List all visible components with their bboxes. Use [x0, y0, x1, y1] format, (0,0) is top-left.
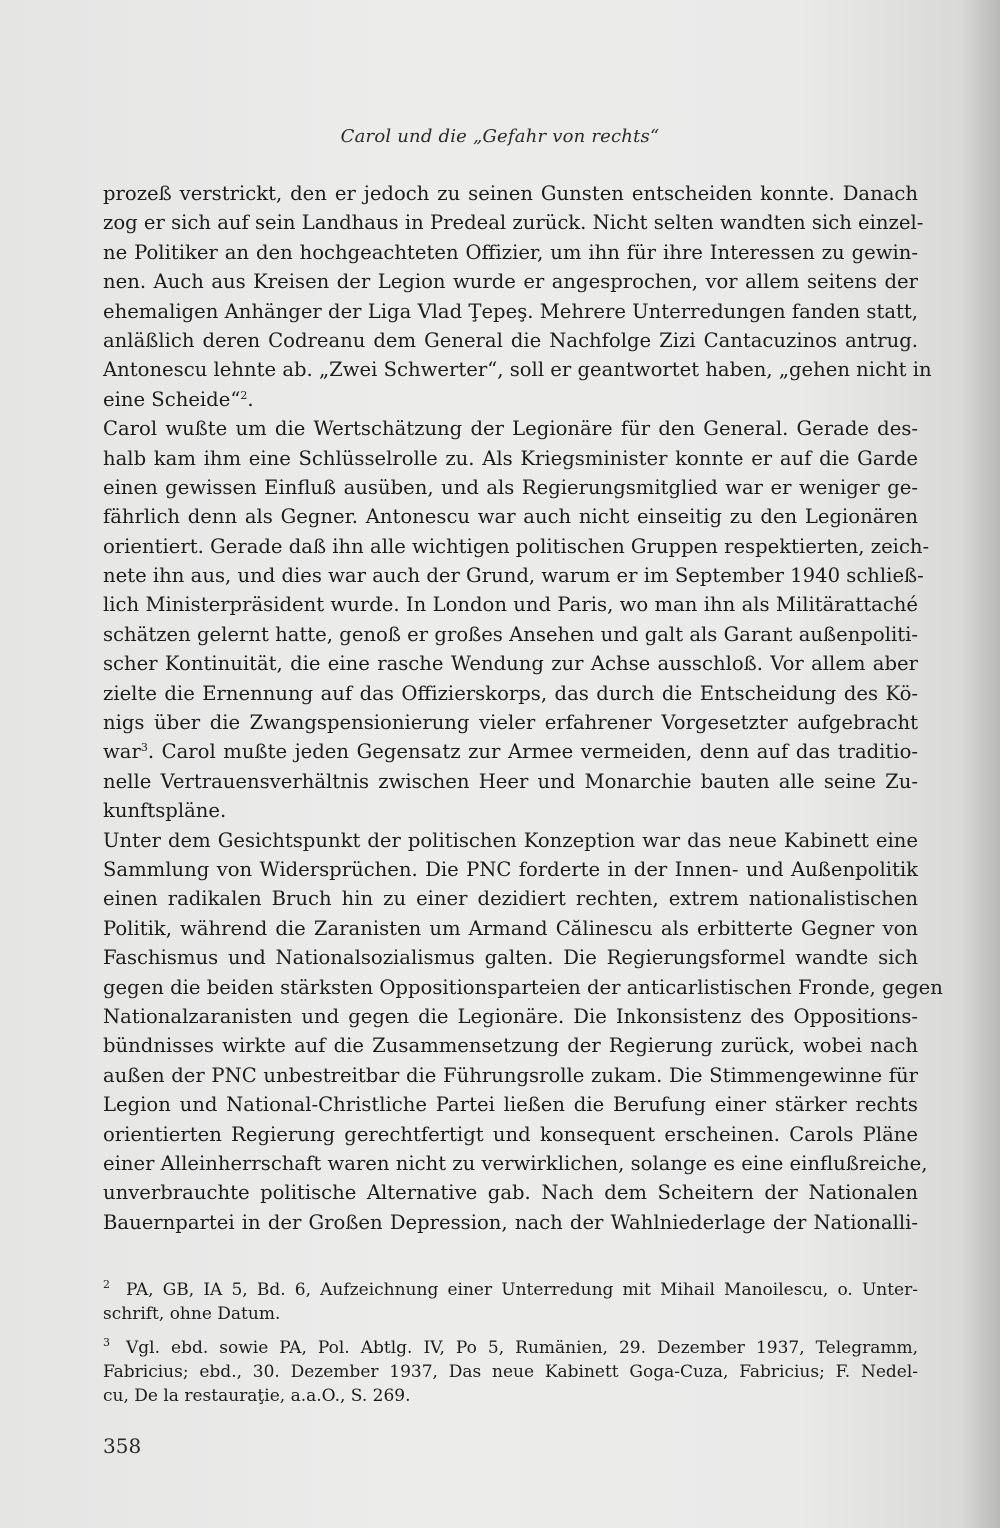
text-line: nelle Vertrauensverhältnis zwischen Heer und Monarchie bauten alle seine Zu-: [103, 769, 918, 793]
running-head: Carol und die „Gefahr von rechts“: [340, 126, 660, 147]
text-line: prozeß verstrickt, den er jedoch zu seinen Gunsten entscheiden konnte. Danach: [103, 182, 918, 205]
text-line: orientierten Regierung gerechtfertigt und konsequent erscheinen. Carols Pläne: [103, 1122, 918, 1146]
text-line: nen. Auch aus Kreisen der Legion wurde er angesprochen, vor allem seitens der: [103, 270, 918, 294]
footnote-line: cu, De la restauraţie, a.a.O., S. 269.: [103, 1386, 411, 1406]
text-line: einen gewissen Einfluß ausüben, und als Regierungsmitglied war er weniger ge-: [103, 475, 918, 499]
text-segment: .: [247, 387, 254, 411]
footnote: [103, 1336, 918, 1408]
footnote-line: schrift, ohne Datum.: [103, 1304, 281, 1324]
footnote-line: [103, 1278, 918, 1302]
text-line: nigs über die Zwangspensionierung vieler erfahrener Vorgesetzter aufgebracht: [103, 711, 918, 735]
text-segment: . Carol mußte jeden Gegensatz zur Armee vermeiden, denn auf das traditio-: [147, 740, 918, 764]
text-line: Politik, während die Zaranisten um Armand Călinescu als erbitterte Gegner von: [103, 916, 918, 940]
footnote-ref: 2: [240, 388, 248, 402]
text-line: ehemaligen Anhänger der Liga Vlad Ţepeş. Mehrere Unterredungen fanden statt,: [103, 299, 918, 323]
footnotes: [103, 1278, 918, 1418]
text-line: zog er sich auf sein Landhaus in Predeal zurück. Nicht selten wandten sich einzel-: [103, 211, 924, 235]
footnote-number: 3: [103, 1336, 110, 1349]
text-line: nete ihn aus, und dies war auch der Grund, warum er im September 1940 schließ-: [103, 564, 924, 588]
text-segment: war: [103, 740, 141, 764]
text-line: Carol wußte um die Wertschätzung der Legionäre für den General. Gerade des-: [103, 417, 918, 441]
text-segment: eine Scheide“: [103, 387, 241, 411]
body-text: [103, 179, 943, 1237]
text-line: fährlich denn als Gegner. Antonescu war auch nicht einseitig zu den Legionären: [103, 505, 918, 529]
footnote-ref: 3: [140, 741, 148, 755]
text-line: halb kam ihm eine Schlüsselrolle zu. Als Kriegsminister konnte er auf die Garde: [103, 446, 918, 470]
footnote-line: Fabricius; ebd., 30. Dezember 1937, Das neue Kabinett Goga-Cuza, Fabricius; F. Nedel-: [103, 1362, 918, 1382]
text-line: lich Ministerpräsident wurde. In London und Paris, wo man ihn als Militärattaché: [103, 593, 918, 617]
text-line: einen radikalen Bruch hin zu einer dezidiert rechten, extrem nationalistischen: [103, 887, 918, 911]
text-line: Antonescu lehnte ab. „Zwei Schwerter“, soll er geantwortet haben, „gehen nicht in: [103, 358, 932, 382]
text-line: unverbrauchte politische Alternative gab. Nach dem Scheitern der Nationalen: [103, 1181, 918, 1205]
text-line: zielte die Ernennung auf das Offizierskorps, das durch die Entscheidung des Kö-: [103, 681, 918, 705]
text-line: [103, 737, 918, 766]
text-line: einer Alleinherrschaft waren nicht zu verwirklichen, solange es eine einflußreiche,: [103, 1151, 928, 1175]
text-line: orientiert. Gerade daß ihn alle wichtigen politischen Gruppen respektierten, zeich-: [103, 534, 930, 558]
text-line: Faschismus und Nationalsozialismus galten. Die Regierungsformel wandte sich: [103, 946, 918, 970]
text-line: schätzen gelernt hatte, genoß er großes Ansehen und galt als Garant außenpoliti-: [103, 622, 918, 646]
text-line: scher Kontinuität, die eine rasche Wendung zur Achse ausschloß. Vor allem aber: [103, 652, 918, 676]
footnote-number: 2: [103, 1278, 110, 1291]
text-line: Bauernpartei in der Großen Depression, nach der Wahlniederlage der Nationalli-: [103, 1210, 918, 1234]
footnote-line: [103, 1336, 918, 1360]
text-line: Sammlung von Widersprüchen. Die PNC forderte in der Innen- und Außenpolitik: [103, 857, 918, 881]
text-line: Nationalzaranisten und gegen die Legionäre. Die Inkonsistenz des Oppositions-: [103, 1004, 918, 1028]
text-line: [103, 385, 918, 414]
footnote: [103, 1278, 918, 1326]
text-line: außen der PNC unbestreitbar die Führungsrolle zukam. Die Stimmengewinne für: [103, 1063, 918, 1087]
text-line: anläßlich deren Codreanu dem General die Nachfolge Zizi Cantacuzinos antrug.: [103, 328, 918, 352]
page-number: 358: [103, 1434, 142, 1458]
text-line: Unter dem Gesichtspunkt der politischen Konzeption war das neue Kabinett eine: [103, 828, 918, 852]
footnote-text: Vgl. ebd. sowie PA, Pol. Abtlg. IV, Po 5, Rumänien, 29. Dezember 1937, Telegramm,: [126, 1338, 918, 1358]
text-line: ne Politiker an den hochgeachteten Offizier, um ihn für ihre Interessen zu gewin-: [103, 240, 918, 264]
text-line: Legion und National-Christliche Partei ließen die Berufung einer stärker rechts: [103, 1093, 918, 1117]
text-line: bündnisses wirkte auf die Zusammensetzung der Regierung zurück, wobei nach: [103, 1034, 918, 1058]
text-line: kunftspläne.: [103, 799, 227, 823]
text-line: gegen die beiden stärksten Oppositionsparteien der anticarlistischen Fronde, gegen: [103, 975, 943, 999]
footnote-text: PA, GB, IA 5, Bd. 6, Aufzeichnung einer Unterredung mit Mihail Manoilescu, o. Unter-: [126, 1280, 918, 1300]
